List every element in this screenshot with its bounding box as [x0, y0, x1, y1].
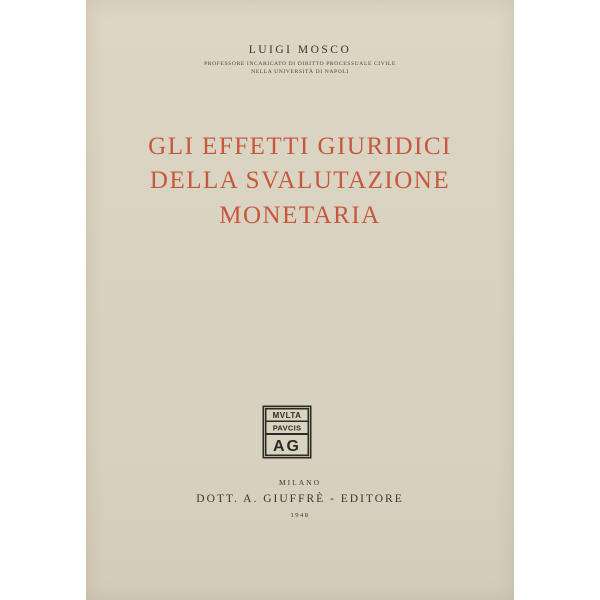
emblem-middle-text: PAVCIS — [272, 423, 302, 433]
title-line1: GLI EFFETTI GIURIDICI — [148, 133, 452, 160]
title-line2: DELLA SVALUTAZIONE — [149, 167, 451, 194]
emblem-monogram: AG — [273, 438, 301, 455]
author-name: LUIGI MOSCO — [248, 44, 352, 56]
imprint-publisher: DOTT. A. GIUFFRÈ - EDITORE — [196, 493, 404, 505]
publisher-emblem-icon — [262, 405, 312, 459]
title-line3: MONETARIA — [219, 202, 381, 229]
author-affiliation-line1: PROFESSORE INCARICATO DI DIRITTO PROCESSUALE CIVILE — [204, 61, 396, 67]
imprint-year: 1948 — [290, 512, 310, 519]
author-affiliation-line2: NELLA UNIVERSITÀ DI NAPOLI — [251, 69, 349, 75]
emblem-top-text: MVLTA — [272, 411, 302, 420]
book-cover — [86, 0, 514, 600]
imprint-city: MILANO — [279, 478, 321, 487]
